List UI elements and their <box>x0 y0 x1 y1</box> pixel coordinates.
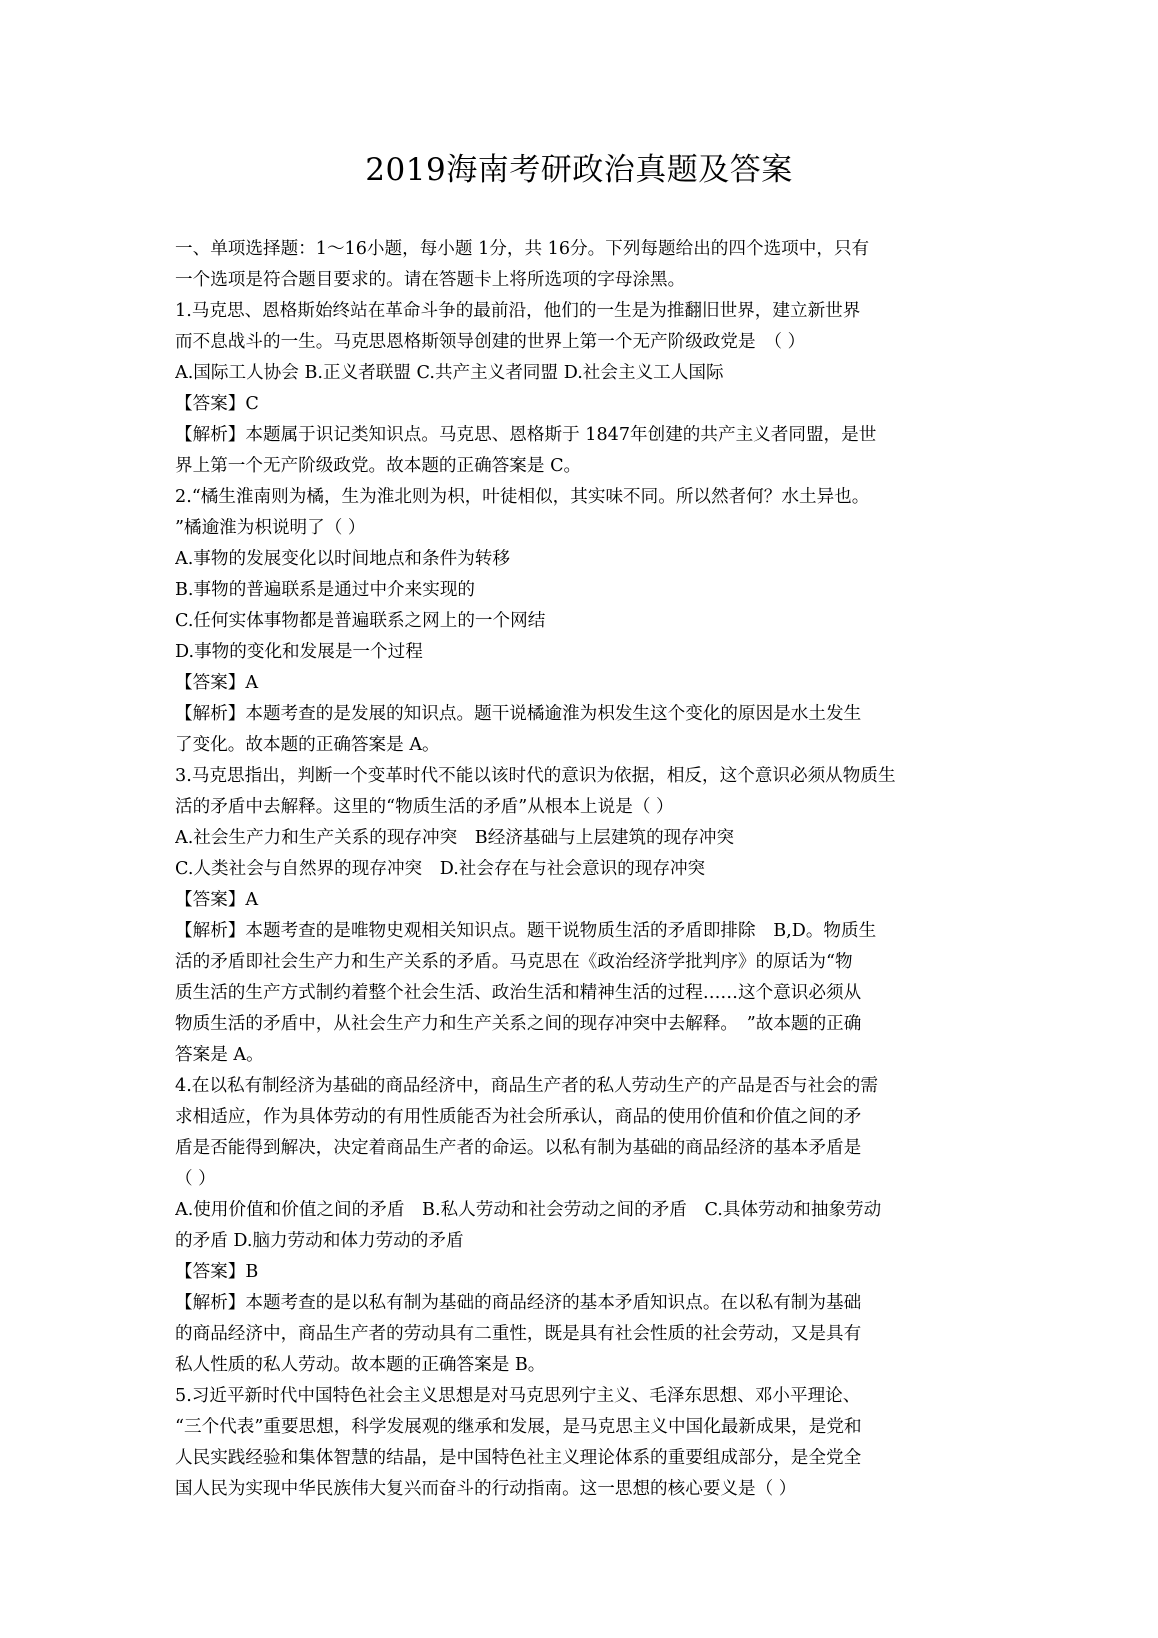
document-title: 2019海南考研政治真题及答案 <box>365 152 793 188</box>
text-line: 活的矛盾即社会生产力和生产关系的矛盾。马克思在《政治经济学批判序》的原话为“物 <box>175 952 853 972</box>
text-line: C.人类社会与自然界的现存冲突 D.社会存在与社会意识的现存冲突 <box>175 859 706 879</box>
text-line: 活的矛盾中去解释。这里的“物质生活的矛盾”从根本上说是（ ） <box>175 797 674 817</box>
text-line: B.事物的普遍联系是通过中介来实现的 <box>175 580 476 600</box>
text-line: A.社会生产力和生产关系的现存冲突 B经济基础与上层建筑的现存冲突 <box>175 828 735 848</box>
text-line: 2.“橘生淮南则为橘，生为淮北则为枳，叶徒相似，其实味不同。所以然者何？水土异也。 <box>175 487 870 507</box>
text-line: 界上第一个无产阶级政党。故本题的正确答案是 C。 <box>175 456 582 476</box>
text-line: D.事物的变化和发展是一个过程 <box>175 642 423 662</box>
text-line: 私人性质的私人劳动。故本题的正确答案是 B。 <box>175 1355 546 1375</box>
text-line: 【解析】本题属于识记类知识点。马克思、恩格斯于 1847年创建的共产主义者同盟，是世 <box>175 425 877 445</box>
text-line: A.使用价值和价值之间的矛盾 B.私人劳动和社会劳动之间的矛盾 C.具体劳动和抽象劳动 <box>175 1200 882 1220</box>
text-line: 求相适应，作为具体劳动的有用性质能否为社会所承认，商品的使用价值和价值之间的矛 <box>175 1107 862 1127</box>
text-line: 而不息战斗的一生。马克思恩格斯领导创建的世界上第一个无产阶级政党是 （ ） <box>175 332 806 352</box>
text-line: 答案是 A。 <box>175 1045 264 1065</box>
text-line: “三个代表”重要思想，科学发展观的继承和发展，是马克思主义中国化最新成果，是党和 <box>175 1417 862 1437</box>
text-line: 【答案】B <box>175 1262 259 1282</box>
text-line: 【答案】A <box>175 890 259 910</box>
document-body <box>175 234 990 1505</box>
text-line: 一、单项选择题：1～16小题，每小题 1分，共 16分。下列每题给出的四个选项中，只有 <box>175 239 870 259</box>
text-line: ”橘逾淮为枳说明了（ ） <box>175 518 366 538</box>
text-line: 的商品经济中，商品生产者的劳动具有二重性，既是具有社会性质的社会劳动，又是具有 <box>175 1324 862 1344</box>
text-line: （ ） <box>175 1169 216 1189</box>
text-line: A.事物的发展变化以时间地点和条件为转移 <box>175 549 510 569</box>
text-line: 国人民为实现中华民族伟大复兴而奋斗的行动指南。这一思想的核心要义是（ ） <box>175 1479 797 1499</box>
text-line: 【解析】本题考查的是唯物史观相关知识点。题干说物质生活的矛盾即排除 B,D。物质生 <box>175 921 877 941</box>
text-line: C.任何实体事物都是普遍联系之网上的一个网结 <box>175 611 546 631</box>
text-line: 1.马克思、恩格斯始终站在革命斗争的最前沿，他们的一生是为推翻旧世界，建立新世界 <box>175 301 861 321</box>
text-line: 物质生活的矛盾中，从社会生产力和生产关系之间的现存冲突中去解释。 ”故本题的正确 <box>175 1014 862 1034</box>
text-line: 【解析】本题考查的是发展的知识点。题干说橘逾淮为枳发生这个变化的原因是水土发生 <box>175 704 862 724</box>
text-line: 了变化。故本题的正确答案是 A。 <box>175 735 440 755</box>
text-line: 人民实践经验和集体智慧的结晶，是中国特色社主义理论体系的重要组成部分，是全党全 <box>175 1448 862 1468</box>
text-line: 【解析】本题考查的是以私有制为基础的商品经济的基本矛盾知识点。在以私有制为基础 <box>175 1293 862 1313</box>
text-line: 一个选项是符合题目要求的。请在答题卡上将所选项的字母涂黑。 <box>175 270 686 290</box>
text-line: 的矛盾 D.脑力劳动和体力劳动的矛盾 <box>175 1231 464 1251</box>
text-line: 3.马克思指出，判断一个变革时代不能以该时代的意识为依据，相反，这个意识必须从物质生 <box>175 766 896 786</box>
text-line: 【答案】C <box>175 394 259 414</box>
text-line: A.国际工人协会 B.正义者联盟 C.共产主义者同盟 D.社会主义工人国际 <box>175 363 724 383</box>
text-line: 盾是否能得到解决，决定着商品生产者的命运。以私有制为基础的商品经济的基本矛盾是 <box>175 1138 862 1158</box>
text-line: 5.习近平新时代中国特色社会主义思想是对马克思列宁主义、毛泽东思想、邓小平理论、 <box>175 1386 861 1406</box>
text-line: 4.在以私有制经济为基础的商品经济中，商品生产者的私人劳动生产的产品是否与社会的需 <box>175 1076 878 1096</box>
text-line: 【答案】A <box>175 673 259 693</box>
text-line: 质生活的生产方式制约着整个社会生活、政治生活和精神生活的过程……这个意识必须从 <box>175 983 862 1003</box>
